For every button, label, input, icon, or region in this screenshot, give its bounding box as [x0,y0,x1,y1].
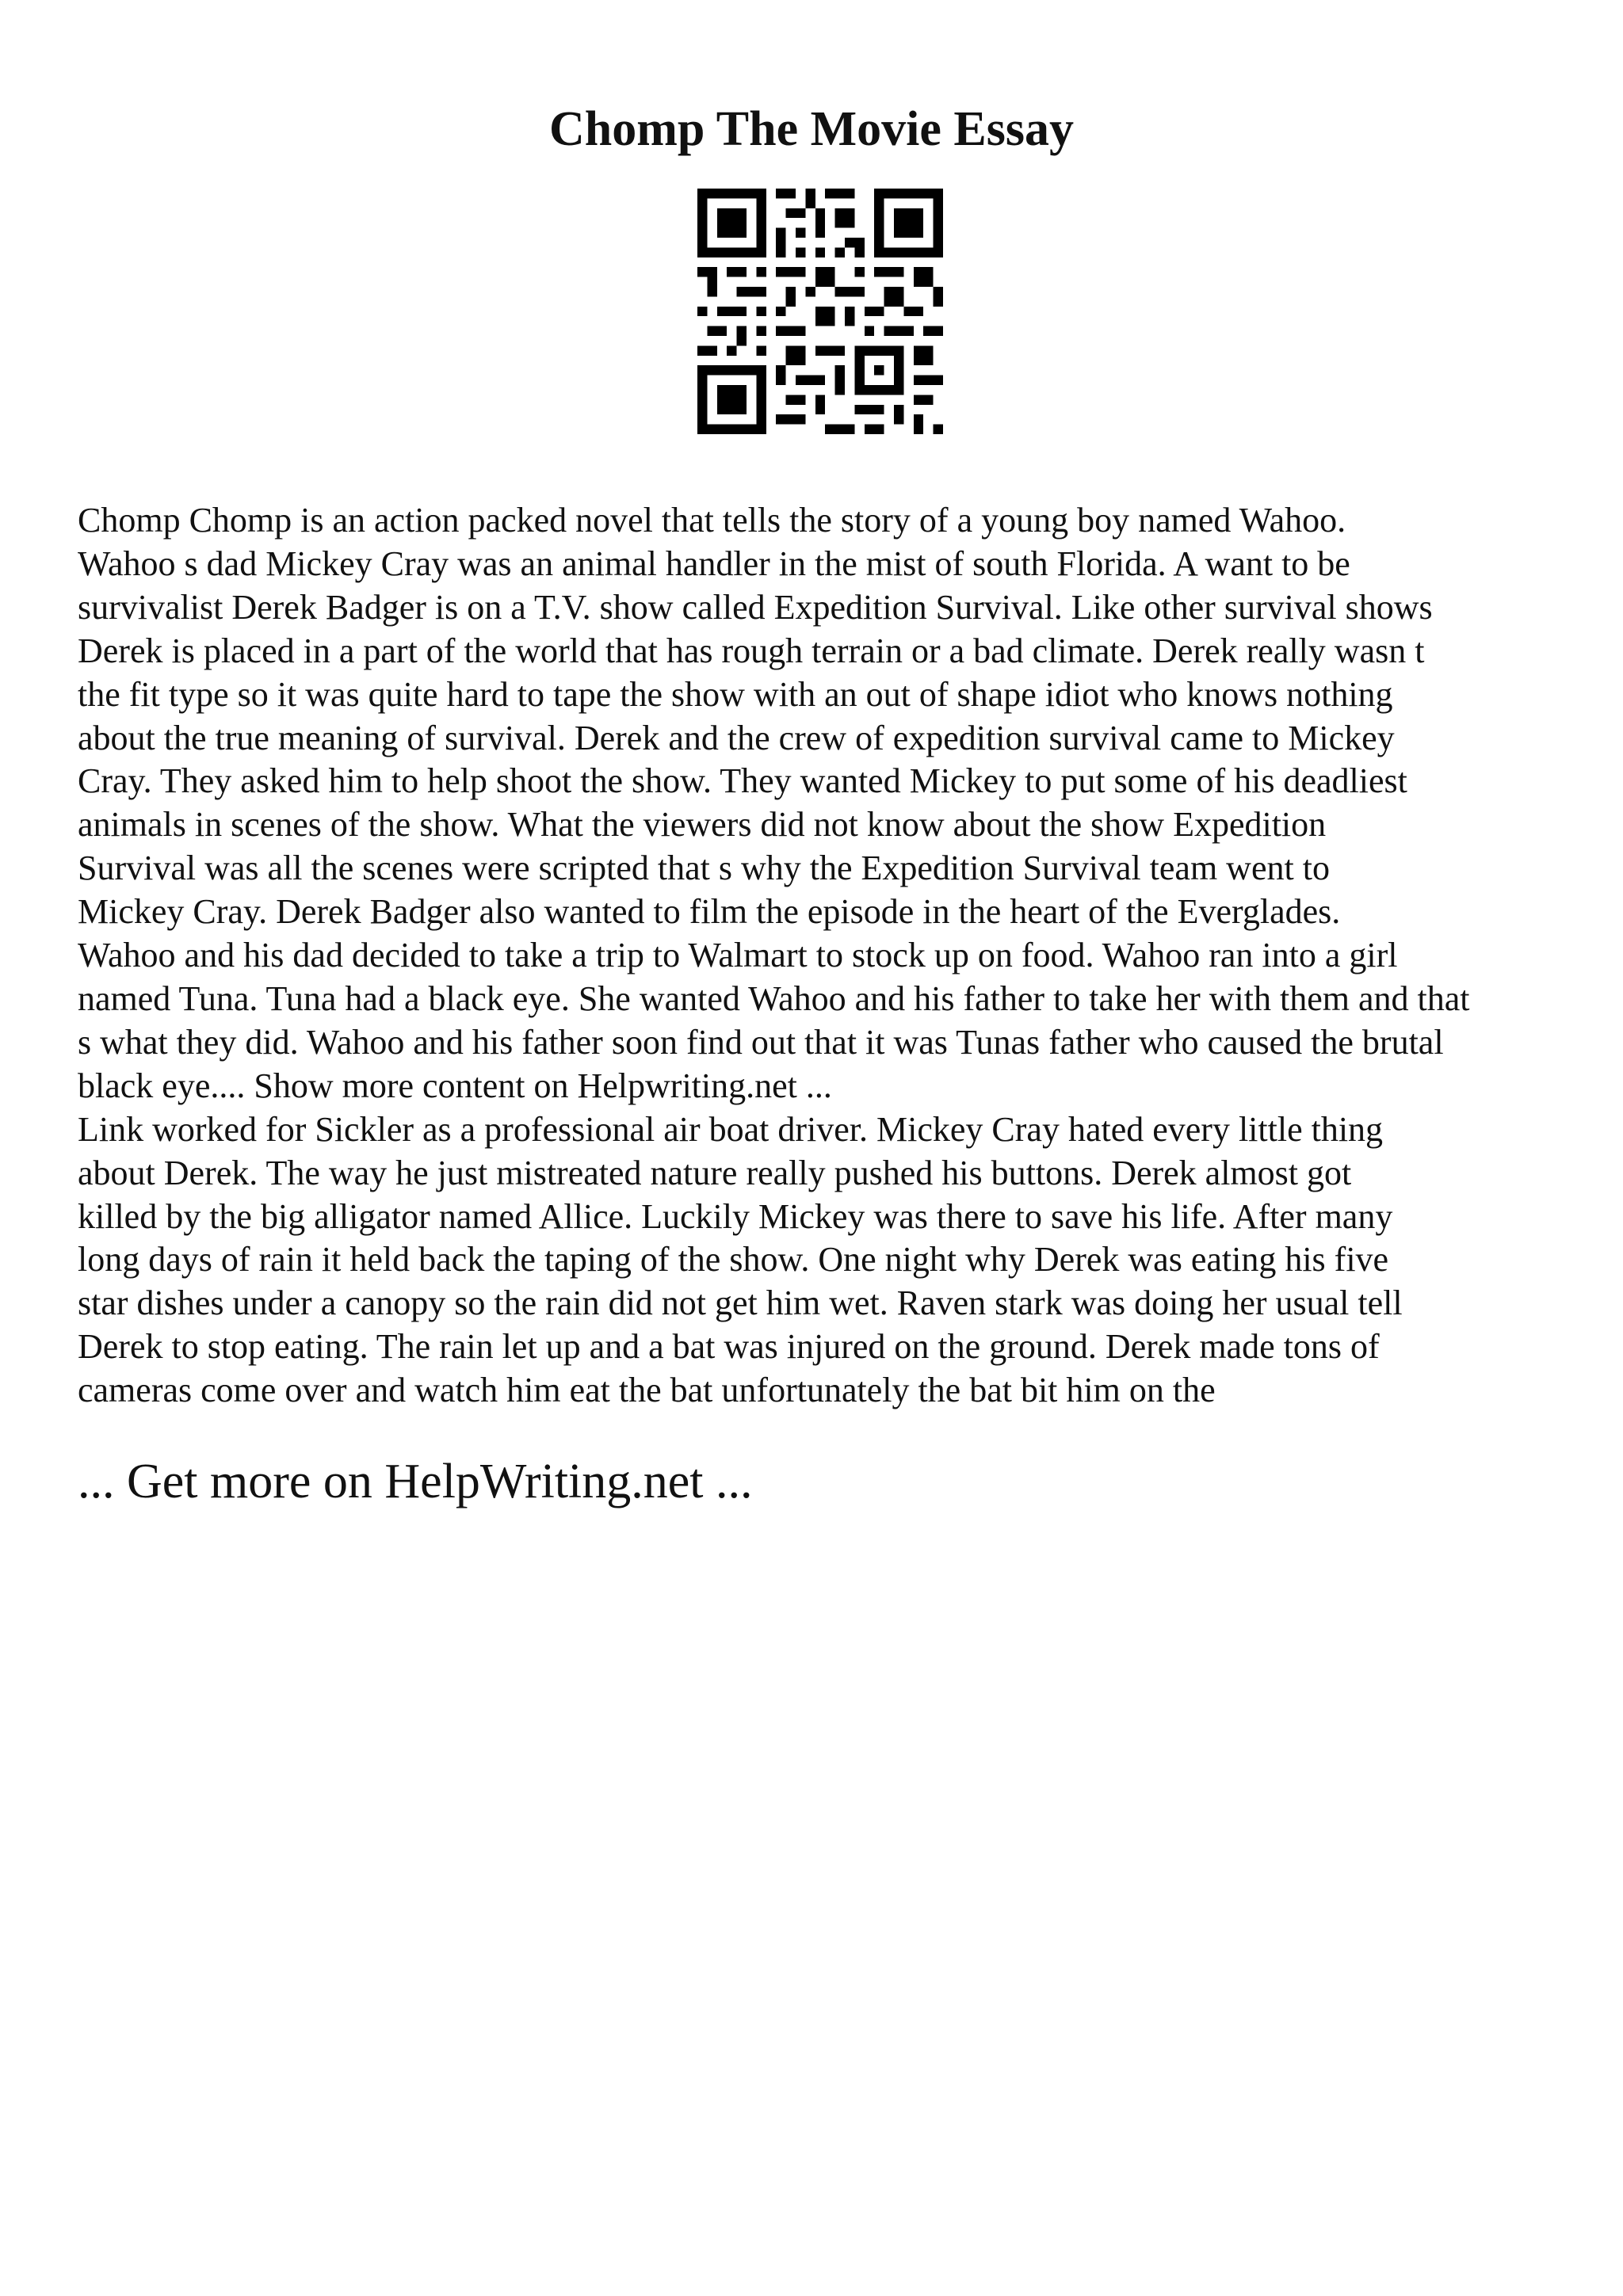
text-line: named Tuna. Tuna had a black eye. She wanted Wahoo and his father to take her with them and that [78,978,1470,1018]
text-line: Derek is placed in a part of the world that has rough terrain or a bad climate. Derek really wasn t [78,631,1425,670]
text-line: s what they did. Wahoo and his father soon find out that it was Tunas father who caused the brutal [78,1022,1444,1062]
text-line: animals in scenes of the show. What the viewers did not know about the show Expedition [78,805,1327,845]
text-line: Survival was all the scenes were scripted that s why the Expedition Survival team went to [78,849,1330,888]
text-line: Mickey Cray. Derek Badger also wanted to film the episode in the heart of the Everglades. [78,892,1341,932]
get-more-link[interactable]: ... Get more on HelpWriting.net ... [78,1455,753,1508]
text-line: Link worked for Sickler as a professional air boat driver. Mickey Cray hated every little thing [78,1109,1384,1149]
text-line: killed by the big alligator named Allice. Luckily Mickey was there to save his life. After many [78,1196,1393,1236]
text-line: the fit type so it was quite hard to tape the show with an out of shape idiot who knows nothing [78,674,1393,714]
text-line: Derek to stop eating. The rain let up and a bat was injured on the ground. Derek made tons of [78,1327,1380,1367]
text-line: Cray. They asked him to help shoot the show. They wanted Mickey to put some of his deadliest [78,761,1407,801]
text-line: Wahoo and his dad decided to take a trip to Walmart to stock up on food. Wahoo ran into a girl [78,936,1398,975]
text-line: Chomp Chomp is an action packed novel that tells the story of a young boy named Wahoo. [78,501,1346,540]
text-line-show-more: black eye.... Show more content on Helpwriting.net ... [78,1066,832,1105]
text-line: about the true meaning of survival. Derek and the crew of expedition survival came to Mickey [78,718,1395,757]
paragraph-2 [78,1108,1583,1413]
text-line: star dishes under a canopy so the rain did not get him wet. Raven stark was doing her usual tell [78,1283,1403,1323]
qr-code-image [697,189,943,434]
text-line: cameras come over and watch him eat the bat unfortunately the bat bit him on the [78,1371,1216,1410]
document-title: Chomp The Movie Essay [549,102,1074,156]
text-line: about Derek. The way he just mistreated nature really pushed his buttons. Derek almost got [78,1153,1352,1192]
text-line: long days of rain it held back the taping of the show. One night why Derek was eating his five [78,1240,1389,1280]
text-line: Wahoo s dad Mickey Cray was an animal handler in the mist of south Florida. A want to be [78,543,1350,583]
essay-body [78,499,1583,1413]
paragraph-1 [78,499,1583,1108]
text-line: survivalist Derek Badger is on a T.V. show called Expedition Survival. Like other survival shows [78,587,1433,627]
